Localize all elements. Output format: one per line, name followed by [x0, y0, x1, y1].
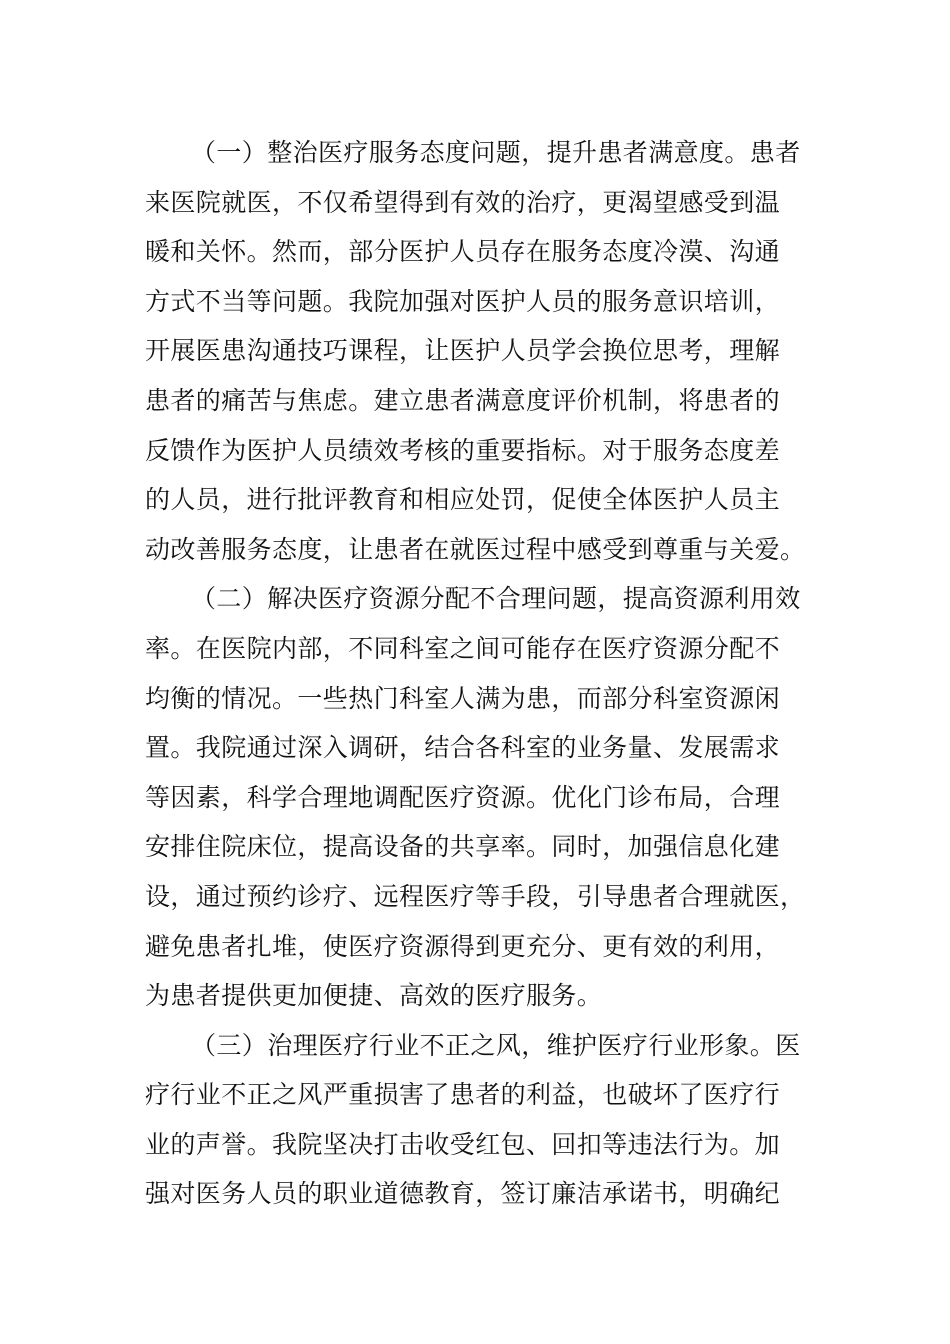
text-line: 避免患者扎堆，使医疗资源得到更充分、更有效的利用， — [145, 931, 781, 961]
text-line: 为患者提供更加便捷、高效的医疗服务。 — [145, 981, 603, 1011]
text-line: 强对医务人员的职业道德教育，签订廉洁承诺书，明确纪 — [145, 1179, 781, 1209]
text-line: 方式不当等问题。我院加强对医护人员的服务意识培训， — [145, 286, 781, 316]
text-line: 率。在医院内部，不同科室之间可能存在医疗资源分配不 — [145, 633, 781, 663]
document-body — [145, 128, 805, 1219]
text-line: 业的声誉。我院坚决打击收受红包、回扣等违法行为。加 — [145, 1129, 781, 1159]
text-line: 来医院就医，不仅希望得到有效的治疗，更渴望感受到温 — [145, 187, 781, 217]
text-line: 开展医患沟通技巧课程，让医护人员学会换位思考，理解 — [145, 336, 781, 366]
text-line: 等因素，科学合理地调配医疗资源。优化门诊布局，合理 — [145, 782, 781, 812]
text-line: 反馈作为医护人员绩效考核的重要指标。对于服务态度差 — [145, 435, 781, 465]
text-line: （一）整治医疗服务态度问题，提升患者满意度。患者 — [191, 138, 801, 167]
text-line: （三）治理医疗行业不正之风，维护医疗行业形象。医 — [191, 1030, 801, 1060]
text-line: 设，通过预约诊疗、远程医疗等手段，引导患者合理就医， — [145, 881, 806, 911]
text-line: （二）解决医疗资源分配不合理问题，提高资源利用效 — [191, 584, 801, 614]
text-line: 疗行业不正之风严重损害了患者的利益，也破坏了医疗行 — [145, 1080, 781, 1110]
paragraph-1 — [145, 128, 805, 574]
text-line: 置。我院通过深入调研，结合各科室的业务量、发展需求 — [145, 733, 781, 763]
paragraph-3 — [145, 1021, 805, 1219]
text-line: 安排住院床位，提高设备的共享率。同时，加强信息化建 — [145, 832, 781, 862]
paragraph-2 — [145, 574, 805, 1020]
text-line: 的人员，进行批评教育和相应处罚，促使全体医护人员主 — [145, 485, 781, 515]
text-line: 暖和关怀。然而，部分医护人员存在服务态度冷漠、沟通 — [145, 237, 781, 267]
text-line: 患者的痛苦与焦虑。建立患者满意度评价机制，将患者的 — [145, 385, 781, 415]
text-line: 均衡的情况。一些热门科室人满为患，而部分科室资源闲 — [145, 683, 781, 713]
text-line: 动改善服务态度，让患者在就医过程中感受到尊重与关爱。 — [145, 534, 806, 564]
